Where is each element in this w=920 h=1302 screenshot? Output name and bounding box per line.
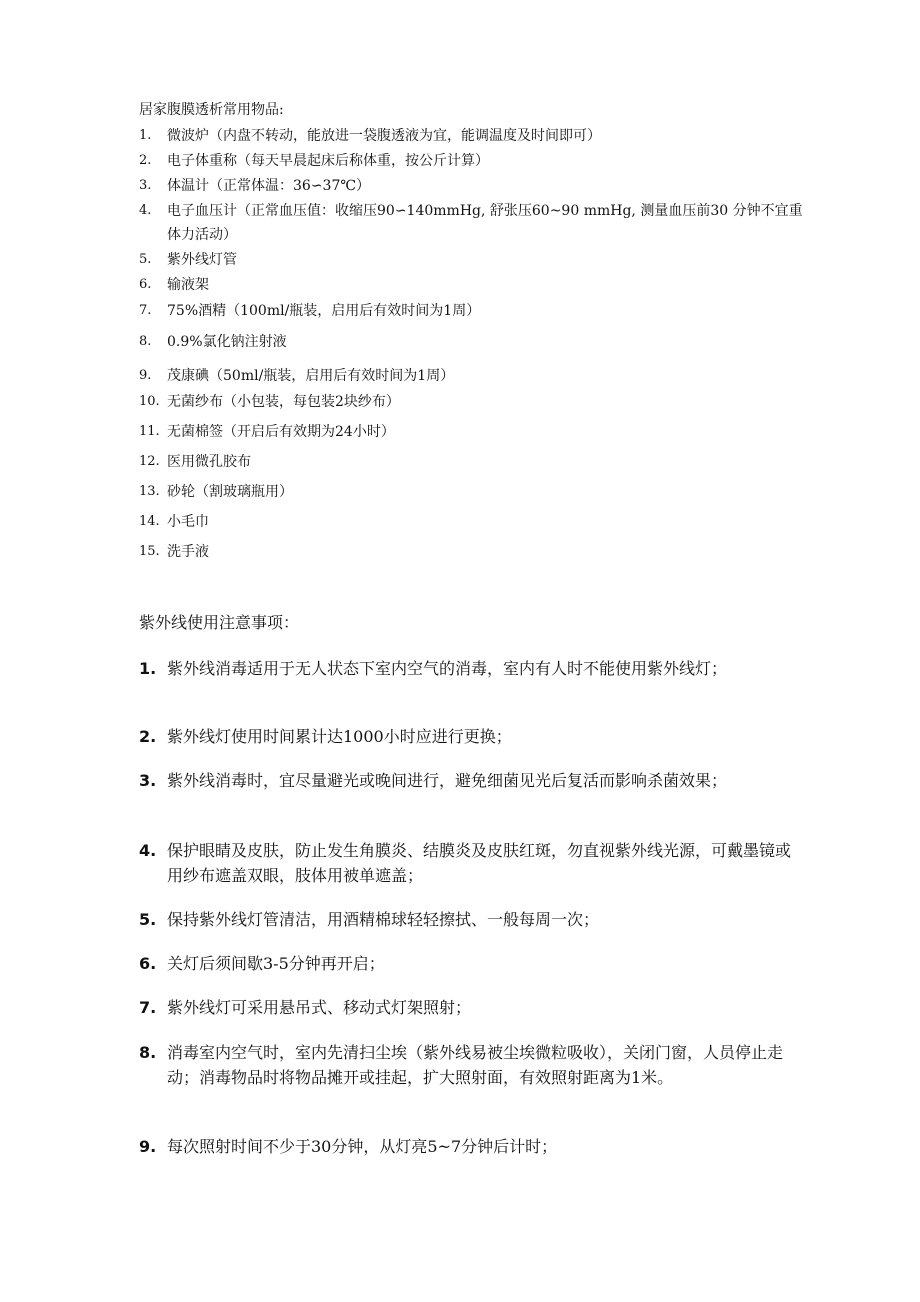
- item-number: 8.: [139, 334, 152, 349]
- item-number: 3.: [139, 178, 152, 193]
- item-number: 7.: [139, 303, 152, 318]
- item-text: 紫外线灯管: [167, 252, 237, 268]
- item-text: 砂轮（割玻璃瓶用）: [167, 484, 293, 500]
- item-number: 12.: [139, 454, 160, 469]
- item-number: 10.: [139, 394, 160, 409]
- item-number: 4.: [139, 841, 157, 860]
- item-text: 紫外线灯使用时间累计达1000小时应进行更换；: [167, 727, 512, 746]
- item-number: 6.: [139, 277, 152, 292]
- item-text: 茂康碘（50ml/瓶装，启用后有效时间为1周）: [167, 368, 455, 384]
- item-text: 医用微孔胶布: [167, 454, 251, 470]
- item-number: 14.: [139, 514, 160, 529]
- item-text: 输液架: [167, 277, 209, 293]
- item-text: 紫外线消毒时，宜尽量避光或晚间进行，避免细菌见光后复活而影响杀菌效果；: [167, 771, 728, 790]
- supplies-heading: 居家腹膜透析常用物品:: [139, 102, 284, 118]
- item-text: 洗手液: [167, 544, 209, 560]
- item-number: 2.: [139, 153, 152, 168]
- item-text: 每次照射时间不少于30分钟，从灯亮5~7分钟后计时；: [167, 1137, 558, 1156]
- item-number: 8.: [139, 1043, 157, 1062]
- uv-precautions-heading: 紫外线使用注意事项：: [139, 613, 300, 632]
- item-text: 电子血压计（正常血压值：收缩压90∽140mmHg, 舒张压60~90 mmHg, 测量血压前30 分钟不宜重体力活动）: [167, 203, 803, 243]
- item-text: 电子体重称（每天早晨起床后称体重，按公斤计算）: [167, 153, 489, 169]
- item-number: 9.: [139, 368, 152, 383]
- item-text: 0.9%氯化钠注射液: [167, 334, 287, 350]
- item-number: 6.: [139, 954, 157, 973]
- item-text: 无菌纱布（小包装，每包装2块纱布）: [167, 394, 400, 410]
- item-text: 关灯后须间歇3-5分钟再开启；: [167, 954, 385, 973]
- item-number: 5.: [139, 252, 152, 267]
- item-text: 无菌棉签（开启后有效期为24小时）: [167, 424, 395, 440]
- item-text: 75%酒精（100ml/瓶装，启用后有效时间为1周）: [167, 303, 481, 319]
- item-number: 11.: [139, 424, 160, 439]
- item-number: 2.: [139, 727, 157, 746]
- item-text: 消毒室内空气时，室内先清扫尘埃（紫外线易被尘埃微粒吸收），关闭门窗，人员停止走动；消毒物品时将物品摊开或挂起，扩大照射面，有效照射距离为1米。: [167, 1043, 784, 1087]
- item-text: 体温计（正常体温：36∽37℃）: [167, 178, 371, 194]
- item-text: 紫外线灯可采用悬吊式、移动式灯架照射；: [167, 998, 472, 1017]
- item-text: 紫外线消毒适用于无人状态下室内空气的消毒，室内有人时不能使用紫外线灯；: [167, 659, 728, 678]
- item-number: 9.: [139, 1137, 157, 1156]
- item-text: 保护眼睛及皮肤，防止发生角膜炎、结膜炎及皮肤红斑，勿直视紫外线光源，可戴墨镜或用纱布遮盖双眼，肢体用被单遮盖；: [167, 841, 792, 885]
- item-text: 小毛巾: [167, 514, 209, 530]
- item-number: 13.: [139, 484, 160, 499]
- item-text: 微波炉（内盘不转动，能放进一袋腹透液为宜，能调温度及时间即可）: [167, 128, 601, 144]
- item-number: 1.: [139, 659, 157, 678]
- item-number: 7.: [139, 998, 157, 1017]
- item-number: 4.: [139, 203, 152, 218]
- item-number: 5.: [139, 910, 157, 929]
- item-number: 15.: [139, 544, 160, 559]
- item-text: 保持紫外线灯管清洁，用酒精棉球轻轻擦拭、一般每周一次；: [167, 910, 600, 929]
- item-number: 1.: [139, 128, 152, 143]
- item-number: 3.: [139, 771, 157, 790]
